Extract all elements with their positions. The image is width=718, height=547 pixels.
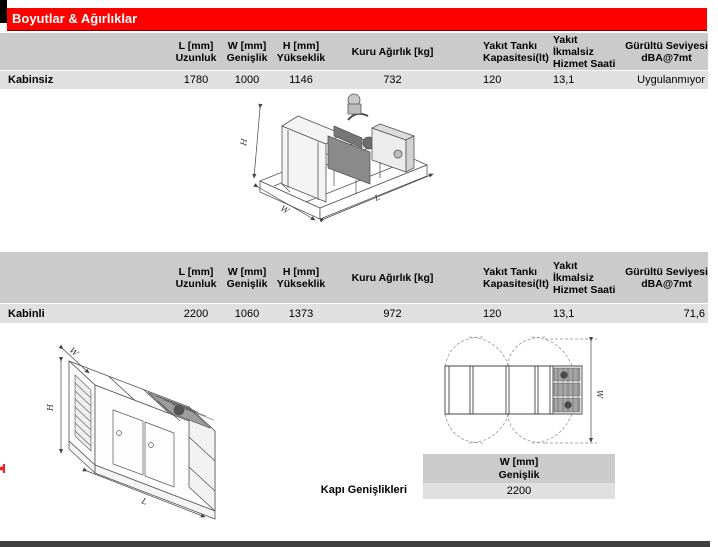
header-height: H [mm] Yükseklik	[276, 265, 326, 290]
kabinsiz-service-hours: 13,1	[553, 74, 575, 86]
header-noise-level: Gürültü Seviyesi dBA@7mt	[625, 39, 708, 64]
header-length: L [mm] Uzunluk	[175, 39, 217, 64]
kabinsiz-row	[0, 71, 708, 89]
dimension-w-label: W	[595, 390, 604, 399]
header-length: L [mm] Uzunluk	[175, 265, 217, 290]
kabinli-length: 2200	[183, 307, 209, 320]
kabinli-dry-weight: 972	[383, 307, 402, 320]
kabinli-fuel-tank: 120	[483, 307, 502, 320]
header-empty-cell	[0, 252, 170, 303]
kabinsiz-table-header	[0, 33, 708, 71]
dimension-h	[254, 108, 260, 178]
row-label: Kabinli	[8, 307, 45, 320]
canopy-genset-drawing	[35, 333, 250, 523]
kabinsiz-height: 1146	[289, 74, 313, 86]
header-dry-weight: Kuru Ağırlık [kg]	[351, 45, 434, 58]
section-title: Boyutlar & Ağırlıklar	[12, 11, 138, 26]
red-arrow-marker-icon	[0, 464, 5, 473]
header-fuel-tank: Yakıt Tankı Kapasitesi(lt)	[483, 39, 549, 64]
kabinsiz-fuel-tank: 120	[483, 74, 502, 86]
header-service-hours: Yakıt İkmalsiz Hizmet Saati	[553, 33, 616, 70]
fan-icon	[565, 402, 572, 409]
canopy-top-view-drawing	[437, 335, 652, 450]
door-widths-caption: Kapı Genişlikleri	[320, 484, 407, 496]
next-section-header-cutoff	[0, 541, 710, 547]
dimension-h-label: H	[239, 137, 250, 147]
kabinsiz-width: 1000	[234, 74, 260, 86]
header-fuel-tank: Yakıt Tankı Kapasitesi(lt)	[483, 265, 549, 290]
kabinli-noise: 71,6	[683, 307, 705, 320]
header-width: W [mm] Genişlik	[226, 265, 268, 290]
header-dry-weight: Kuru Ağırlık [kg]	[351, 271, 434, 284]
exhaust-flange	[348, 94, 361, 114]
dimension-w-label: W	[279, 203, 291, 216]
header-service-hours: Yakıt İkmalsiz Hizmet Saati	[553, 259, 616, 296]
kabinli-width: 1060	[234, 307, 260, 320]
kabinsiz-dry-weight: 732	[383, 74, 402, 86]
kabinli-service-hours: 13,1	[553, 307, 575, 320]
dimension-l-label: L	[140, 496, 149, 507]
header-empty-cell	[0, 33, 170, 70]
kabinsiz-noise: Uygulanmıyor	[637, 74, 705, 86]
dimension-w-label: W	[67, 345, 80, 358]
row-label: Kabinsiz	[8, 74, 54, 86]
door-widths-header: W [mm] Genişlik	[423, 454, 615, 483]
door-widths-value: 2200	[423, 483, 615, 499]
open-genset-drawing	[230, 88, 480, 230]
header-height: H [mm] Yükseklik	[276, 39, 326, 64]
header-width: W [mm] Genişlik	[226, 39, 268, 64]
section-header-bar	[7, 8, 707, 31]
dimension-l-label: L	[373, 192, 382, 203]
title-left-block	[0, 0, 7, 23]
kabinli-height: 1373	[288, 307, 314, 320]
kabinsiz-length: 1780	[183, 74, 209, 86]
fan-icon	[561, 372, 568, 379]
header-noise-level: Gürültü Seviyesi dBA@7mt	[625, 265, 708, 290]
kabinli-table-header	[0, 252, 708, 304]
kabinli-row	[0, 304, 708, 323]
dimension-h-label: H	[46, 404, 55, 411]
end-grille	[554, 368, 580, 412]
